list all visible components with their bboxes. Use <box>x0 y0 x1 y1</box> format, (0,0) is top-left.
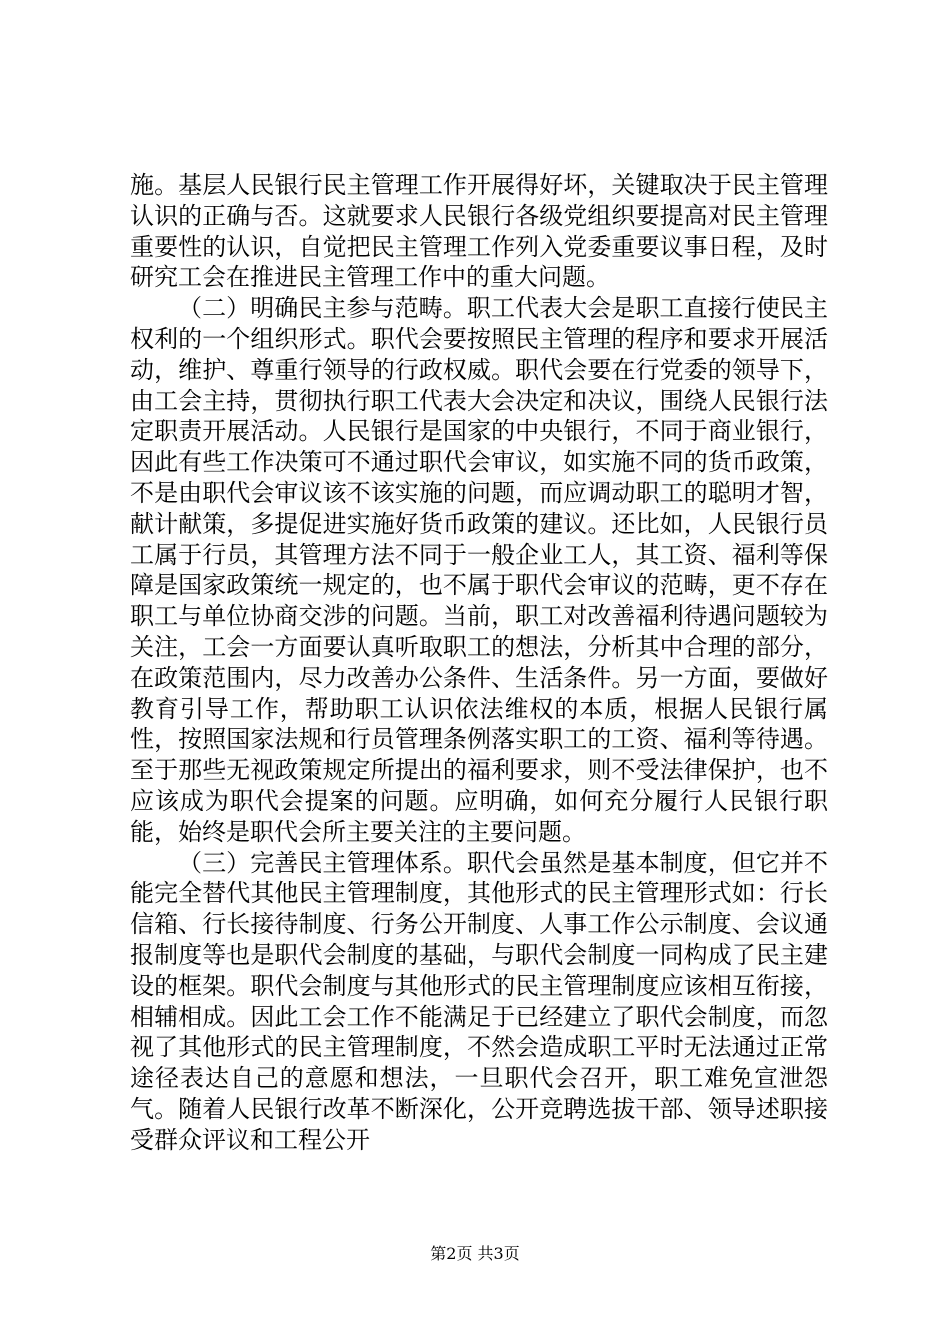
paragraph-3: （三）完善民主管理体系。职代会虽然是基本制度，但它并不能完全替代其他民主管理制度，其他形式的民主管理形式如：行长信箱、行长接待制度、行务公开制度、人事工作公示制度、会议通报制度等也是职代会制度的基础，与职代会制度一同构成了民主建设的框架。职代会制度与其他形式的民主管理制度应该相互衔接，相辅相成。因此工会工作不能满足于已经建立了职代会制度，而忽视了其他形式的民主管理制度，不然会造成职工平时无法通过正常途径表达自己的意愿和想法，一旦职代会召开，职工难免宣泄怨气。随着人民银行改革不断深化，公开竞聘选拔干部、领导述职接受群众评议和工程公开 <box>130 848 828 1154</box>
page-footer <box>0 1244 950 1264</box>
paragraph-2: （二）明确民主参与范畴。职工代表大会是职工直接行使民主权利的一个组织形式。职代会要按照民主管理的程序和要求开展活动，维护、尊重行领导的行政权威。职代会要在行党委的领导下，由工会主持，贯彻执行职工代表大会决定和决议，围绕人民银行法定职责开展活动。人民银行是国家的中央银行，不同于商业银行，因此有些工作决策可不通过职代会审议，如实施不同的货币政策，不是由职代会审议该不该实施的问题，而应调动职工的聪明才智，献计献策，多提促进实施好货币政策的建议。还比如，人民银行员工属于行员，其管理方法不同于一般企业工人，其工资、福利等保障是国家政策统一规定的，也不属于职代会审议的范畴，更不存在职工与单位协商交涉的问题。当前，职工对改善福利待遇问题较为关注，工会一方面要认真听取职工的想法，分析其中合理的部分，在政策范围内，尽力改善办公条件、生活条件。另一方面，要做好教育引导工作，帮助职工认识依法维权的本质，根据人民银行属性，按照国家法规和行员管理条例落实职工的工资、福利等待遇。至于那些无视政策规定所提出的福利要求，则不受法律保护，也不应该成为职代会提案的问题。应明确，如何充分履行人民银行职能，始终是职代会所主要关注的主要问题。 <box>130 294 828 846</box>
paragraph-1: 施。基层人民银行民主管理工作开展得好坏，关键取决于民主管理认识的正确与否。这就要求人民银行各级党组织要提高对民主管理重要性的认识，自觉把民主管理工作列入党委重要议事日程，及时研究工会在推进民主管理工作中的重大问题。 <box>130 171 828 292</box>
page-indicator: 第2页 共3页 <box>430 1244 520 1263</box>
document-body <box>130 170 828 1156</box>
